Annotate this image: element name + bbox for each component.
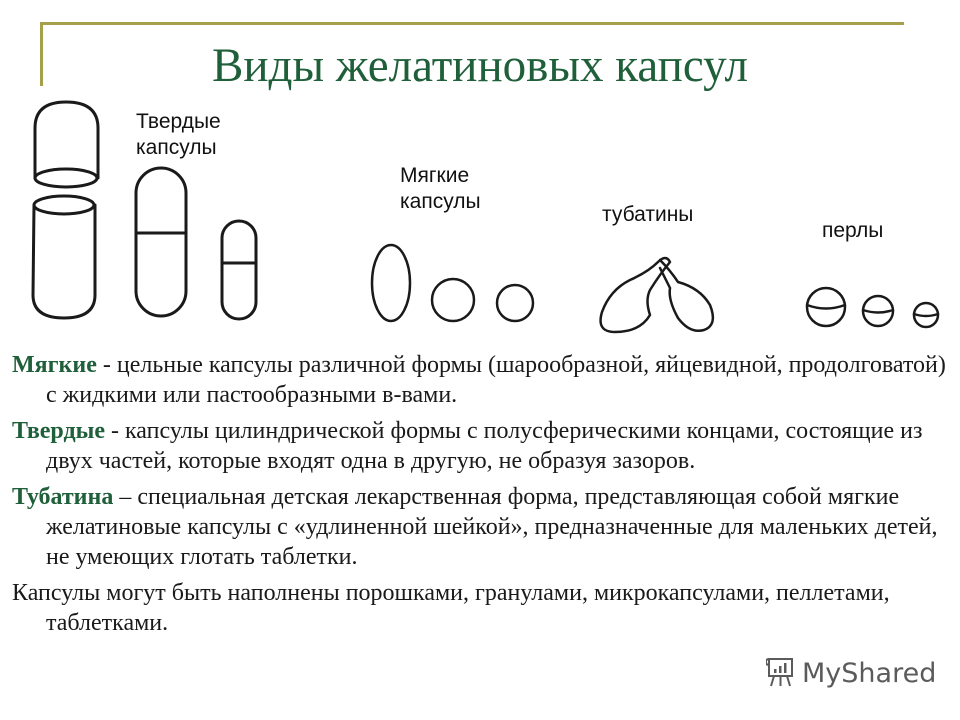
hard-capsule-large-icon — [136, 168, 186, 316]
label-soft-line1: Мягкие — [400, 164, 470, 187]
label-hard-capsules — [136, 109, 221, 161]
capsule-diagram — [0, 80, 960, 340]
term-tubatin: Тубатина — [12, 484, 114, 510]
tubatin-icon — [601, 258, 713, 332]
definition-soft — [12, 350, 952, 410]
definition-hard-text: капсулы цилиндрической формы с полусферическими концами, состоящие из двух частей, которые входят одна в другую, не образуя зазоров. — [46, 418, 923, 474]
term-soft: Мягкие — [12, 352, 97, 378]
pearl-large-icon — [807, 288, 845, 326]
definition-soft-text: цельные капсулы различной формы (шарообразной, яйцевидной, продолговатой) с жидкими или пастообразными в-вами. — [46, 352, 946, 408]
hard-capsule-body-icon — [33, 196, 95, 318]
slide-title: Виды желатиновых капсул — [211, 39, 749, 92]
soft-capsule-round-icon — [432, 279, 474, 321]
soft-capsule-oval-icon — [372, 245, 410, 321]
soft-capsule-small-round-icon — [497, 285, 533, 321]
separator: – — [113, 484, 138, 510]
pearl-small-icon — [914, 303, 938, 327]
watermark — [766, 656, 936, 690]
definition-hard — [12, 416, 952, 476]
watermark-text: MyShared — [802, 657, 937, 689]
hard-capsule-small-icon — [222, 221, 256, 319]
term-hard: Твердые — [12, 418, 105, 444]
label-hard-line1: Твердые — [136, 110, 221, 133]
frame-top-line — [40, 22, 904, 25]
label-soft-capsules — [400, 163, 481, 215]
presentation-board-icon — [766, 656, 796, 690]
label-pearls: перлы — [822, 219, 884, 242]
definition-tubatin-text: специальная детская лекарственная форма, представляющая собой мягкие желатиновые капсулы с «удлиненной шейкой», предназначенные для маленьких детей, не умеющих глотать таблетки. — [46, 484, 938, 570]
separator: - — [105, 418, 125, 444]
hard-capsule-cap-icon — [35, 102, 98, 187]
label-soft-line2: капсулы — [400, 190, 481, 213]
label-hard-line2: капсулы — [136, 136, 217, 159]
pearl-medium-icon — [863, 296, 893, 326]
label-tubatins: тубатины — [602, 203, 694, 226]
definition-tubatin — [12, 482, 952, 572]
note-fillings: Капсулы могут быть наполнены порошками, гранулами, микрокапсулами, пеллетами, таблетками. — [12, 580, 890, 636]
definitions-block — [12, 350, 952, 644]
separator: - — [96, 352, 117, 378]
